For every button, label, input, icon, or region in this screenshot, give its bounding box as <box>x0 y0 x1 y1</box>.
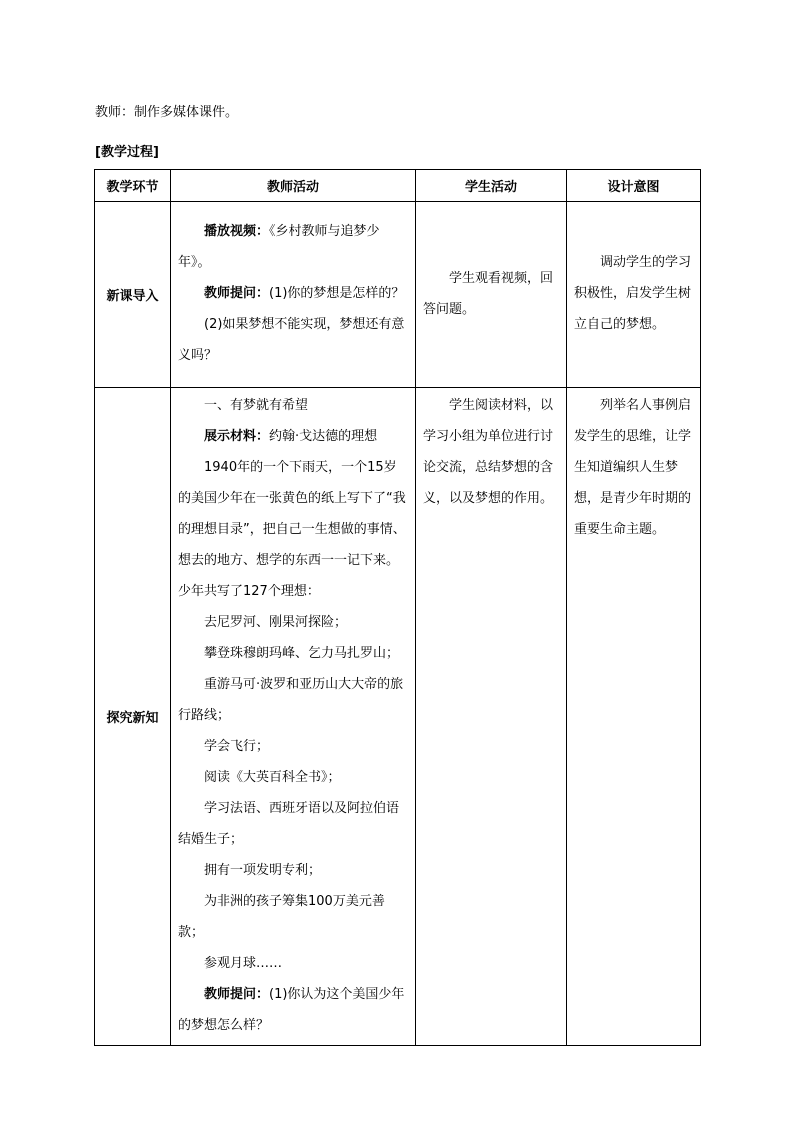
header-design-intent: 设计意图 <box>567 170 701 202</box>
header-teacher-activity: 教师活动 <box>171 170 416 202</box>
design-intent-cell: 调动学生的学习积极性，启发学生树立自己的梦想。 <box>567 202 701 388</box>
header-stage: 教学环节 <box>95 170 171 202</box>
table-header-row <box>95 170 701 202</box>
teacher-paragraph: 播放视频：《乡村教师与追梦少年》。 <box>178 224 380 270</box>
intro-line: 教师：制作多媒体课件。 <box>95 105 239 120</box>
header-student-activity: 学生活动 <box>416 170 567 202</box>
section-title: [教学过程] <box>95 145 159 160</box>
stage-cell: 探究新知 <box>95 388 171 1046</box>
stage-cell: 新课导入 <box>95 202 171 388</box>
table-row <box>95 388 701 1046</box>
lesson-process-table <box>94 169 701 1046</box>
teacher-activity-cell: 一、有梦就有希望 展示材料：约翰·戈达德的理想 1940年的一个下雨天，一个15岁的美国少年在一张黄色的纸上写下了“我的理想目录”，把自己一生想做的事情、想去的地方、想学的东西一一记下来。少年共写了127个理想： 去尼罗河、刚果河探险； 攀登珠穆朗玛峰、乞力马扎罗山； 重游马可·波罗和亚历山大大帝的旅行路线； 学会飞行； 阅读《大英百科全书》； 学习法语、西班牙语以及阿拉伯语结婚生子； 拥有一项发明专利； 为非洲的孩子筹集100万美元善款； 参观月球…… 教师提问：(1)你认为这个美国少年的梦想怎么样？ <box>171 388 416 1046</box>
teacher-paragraph: (2)如果梦想不能实现，梦想还有意义吗？ <box>178 317 405 363</box>
student-activity-cell: 学生观看视频，回答问题。 <box>416 202 567 388</box>
teacher-paragraph: 教师提问：(1)你的梦想是怎样的？ <box>204 286 405 301</box>
student-activity-cell: 学生阅读材料，以学习小组为单位进行讨论交流，总结梦想的含义，以及梦想的作用。 <box>416 388 567 1046</box>
table-row <box>95 202 701 388</box>
design-intent-cell: 列举名人事例启发学生的思维，让学生知道编织人生梦想，是青少年时期的重要生命主题。 <box>567 388 701 1046</box>
teacher-activity-cell <box>171 202 416 388</box>
